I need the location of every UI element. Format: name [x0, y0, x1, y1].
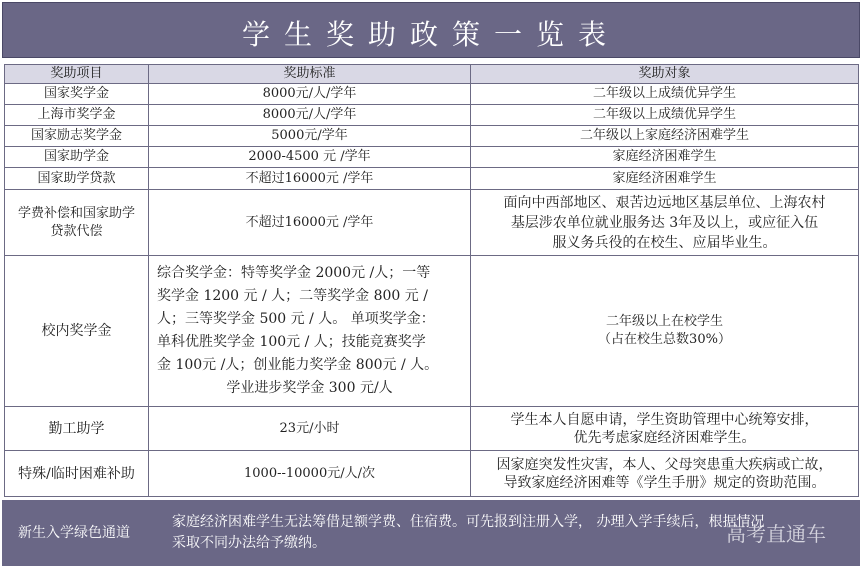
- row-standard-line: 单科优胜奖学金 100元 / 人；技能竞赛奖学: [157, 334, 426, 350]
- row-item-line: 学费补偿和国家助学: [17, 205, 135, 221]
- watermark: 高考直通车: [726, 522, 826, 546]
- row-standard: 不超过16000元 /学年: [149, 190, 471, 256]
- row-item: 国家助学贷款: [5, 168, 149, 190]
- row-target-line: 基层涉农单位就业服务达 3年及以上，或应征入伍: [510, 214, 819, 231]
- title-bar: [2, 2, 860, 58]
- row-standard: 23元/小时: [149, 407, 471, 451]
- row-standard: 8000元/人/学年: [149, 105, 471, 126]
- table-row: [5, 84, 859, 105]
- row-target-line: 导致家庭经济困难等《学生手册》规定的资助范围。: [503, 474, 826, 491]
- table-row: [5, 105, 859, 126]
- row-standard: [149, 256, 471, 407]
- row-target: 二年级以上成绩优异学生: [471, 105, 859, 126]
- row-item: 上海市奖学金: [5, 105, 149, 126]
- row-target-line: 优先考虑家庭经济困难学生。: [573, 429, 756, 446]
- row-target: [471, 451, 859, 497]
- row-target-line: 服义务兵役的在校生、应届毕业生。: [552, 234, 777, 251]
- table-row: [5, 190, 859, 256]
- row-target-line: 面向中西部地区、艰苦边远地区基层单位、上海农村: [503, 194, 826, 211]
- row-item: 勤工助学: [5, 407, 149, 451]
- header-item: 奖助项目: [5, 65, 149, 84]
- row-target: [471, 407, 859, 451]
- row-standard: 1000--10000元/人/次: [149, 451, 471, 497]
- row-item: 国家助学金: [5, 147, 149, 168]
- row-standard: 2000-4500 元 /学年: [149, 147, 471, 168]
- row-target: [471, 190, 859, 256]
- row-target-line: 二年级以上在校学生: [605, 314, 723, 329]
- row-standard-line: 人；三等奖学金 500 元 / 人。 单项奖学金：: [157, 311, 435, 327]
- row-target-line: （占在校生总数30%）: [598, 332, 731, 347]
- table-row: [5, 147, 859, 168]
- green-channel-footer: [2, 500, 860, 566]
- row-item: 国家奖学金: [5, 84, 149, 105]
- row-standard-line: 综合奖学金：特等奖学金 2000元 /人；一等: [157, 265, 431, 281]
- header-standard: 奖助标准: [149, 65, 471, 84]
- row-item-line: 贷款代偿: [50, 223, 103, 239]
- page-title: 学生奖助政策一览表: [241, 18, 620, 51]
- row-standard: 5000元/学年: [149, 126, 471, 147]
- row-item: 国家励志奖学金: [5, 126, 149, 147]
- row-target: 二年级以上成绩优异学生: [471, 84, 859, 105]
- row-target-line: 因家庭突发性灾害，本人、父母突患重大疾病或亡故，: [496, 456, 833, 473]
- row-item: 校内奖学金: [5, 256, 149, 407]
- policy-table: [4, 64, 859, 497]
- table-row: [5, 168, 859, 190]
- table-row: [5, 451, 859, 497]
- row-standard: 8000元/人/学年: [149, 84, 471, 105]
- table-row: [5, 256, 859, 407]
- row-standard: 不超过16000元 /学年: [149, 168, 471, 190]
- row-item: 特殊/临时困难补助: [5, 451, 149, 497]
- row-standard-line: 金 100元 /人；创业能力奖学金 800元 / 人。: [157, 357, 439, 373]
- header-target: 奖助对象: [471, 65, 859, 84]
- row-target: 家庭经济困难学生: [471, 168, 859, 190]
- table-row: [5, 407, 859, 451]
- row-target: 家庭经济困难学生: [471, 147, 859, 168]
- row-target: 二年级以上家庭经济困难学生: [471, 126, 859, 147]
- row-target: [471, 256, 859, 407]
- footer-text-line: 采取不同办法给予缴纳。: [172, 535, 326, 551]
- table-header-row: [5, 65, 859, 84]
- footer-text: [172, 512, 792, 554]
- footer-text-line: 家庭经济困难学生无法筹借足额学费、住宿费。可先报到注册入学， 办理入学手续后，根据情况: [172, 514, 765, 530]
- row-item: [5, 190, 149, 256]
- row-standard-line: 学业进步奖学金 300 元/人: [226, 380, 393, 396]
- row-standard-line: 奖学金 1200 元 / 人；二等奖学金 800 元 /: [157, 288, 428, 304]
- table-row: [5, 126, 859, 147]
- footer-label: 新生入学绿色通道: [18, 525, 130, 541]
- row-target-line: 学生本人自愿申请，学生资助管理中心统筹安排，: [510, 411, 819, 428]
